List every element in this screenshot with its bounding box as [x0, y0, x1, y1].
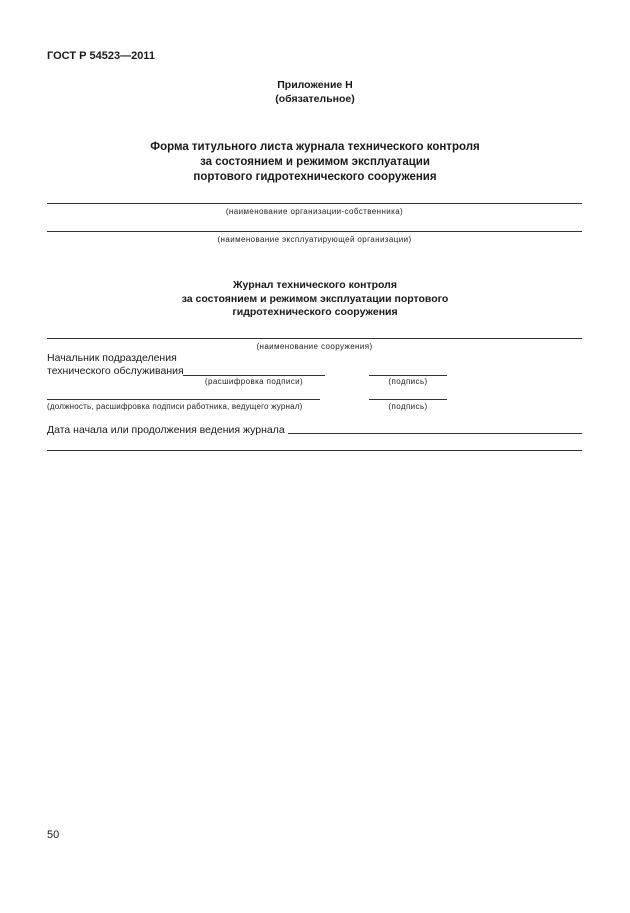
journal-title-line-1: Журнал технического контроля: [233, 279, 397, 291]
head-decoding-line[interactable]: [183, 375, 325, 376]
form-heading-line-3: портового гидротехнического сооружения: [193, 171, 437, 183]
form-heading-line-1: Форма титульного листа журнала технического контроля: [150, 141, 480, 153]
structure-caption: (наименование сооружения): [256, 342, 373, 351]
date-line[interactable]: [288, 433, 582, 434]
date-continuation-line[interactable]: [47, 450, 582, 451]
form-heading: [0, 140, 630, 185]
appendix-title: Приложение Н: [277, 79, 353, 91]
signature-caption-2: (подпись): [388, 402, 428, 411]
head-signature-line[interactable]: [369, 375, 447, 376]
decoding-caption: (расшифровка подписи): [204, 377, 304, 386]
head-label-line-1: Начальник подразделения: [47, 352, 177, 364]
signature-caption: (подпись): [388, 377, 428, 386]
head-label: [47, 352, 184, 378]
operator-org-caption: (наименование эксплуатирующей организации): [217, 235, 412, 244]
head-label-line-2: технического обслуживания: [47, 365, 184, 377]
journal-keeper-line[interactable]: [47, 399, 320, 400]
position-caption: (должность, расшифровка подписи работника, ведущего журнал): [47, 402, 303, 411]
page-number: 50: [47, 829, 60, 841]
journal-title-line-3: гидротехнического сооружения: [232, 306, 398, 318]
structure-name-line[interactable]: [47, 338, 582, 339]
journal-title: [0, 279, 630, 320]
owner-org-caption: (наименование организации-собственника): [225, 207, 404, 216]
date-label: Дата начала или продолжения ведения журнала: [47, 424, 285, 436]
appendix-status: (обязательное): [275, 93, 355, 105]
owner-org-line[interactable]: [47, 203, 582, 204]
operator-org-line[interactable]: [47, 231, 582, 232]
keeper-signature-line[interactable]: [369, 399, 447, 400]
form-heading-line-2: за состоянием и режимом эксплуатации: [200, 156, 430, 168]
standard-code: ГОСТ Р 54523—2011: [47, 50, 155, 62]
journal-title-line-2: за состоянием и режимом эксплуатации портового: [181, 292, 449, 305]
